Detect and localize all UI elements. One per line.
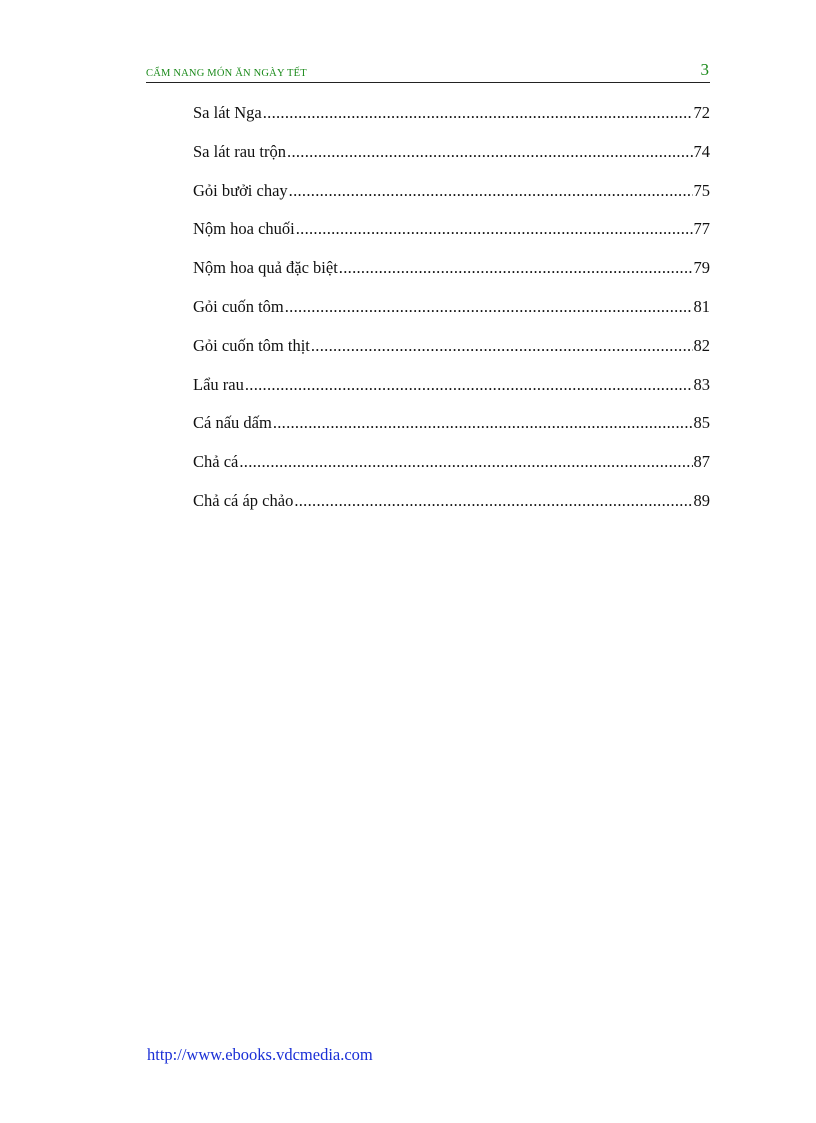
toc-entry-page: 85: [693, 413, 710, 433]
dot-leader: [239, 452, 692, 472]
toc-entry[interactable]: [193, 452, 710, 491]
toc-entry-page: 79: [693, 258, 710, 278]
toc-entry-page: 87: [693, 452, 710, 472]
toc-entry-title: Chả cá áp chảo: [193, 490, 294, 510]
dot-leader: [289, 181, 693, 201]
toc-entry[interactable]: [193, 297, 710, 336]
toc-entry-title: Cá nấu dấm: [193, 413, 272, 433]
dot-leader: [311, 336, 693, 356]
dot-leader: [285, 297, 693, 317]
toc-entry[interactable]: [193, 258, 710, 297]
dot-leader: [296, 219, 693, 239]
toc-entry-title: Gỏi cuốn tôm: [193, 296, 284, 316]
toc-entry[interactable]: [193, 413, 710, 452]
toc-entry-title: Nộm hoa chuối: [193, 219, 295, 239]
toc-entry[interactable]: [193, 142, 710, 181]
dot-leader: [294, 491, 692, 511]
table-of-contents: [193, 103, 710, 530]
toc-entry[interactable]: [193, 336, 710, 375]
dot-leader: [287, 142, 692, 162]
toc-entry[interactable]: [193, 491, 710, 530]
toc-entry-title: Sa lát rau trộn: [193, 141, 287, 161]
toc-entry-page: 75: [693, 180, 710, 200]
dot-leader: [273, 413, 693, 433]
toc-entry-page: 72: [693, 103, 710, 122]
toc-entry-page: 89: [693, 490, 710, 510]
page-number: 3: [700, 60, 709, 79]
toc-entry-title: Gỏi cuốn tôm thịt: [193, 335, 310, 355]
toc-entry-title: Lẩu rau: [193, 374, 244, 394]
toc-entry[interactable]: [193, 103, 710, 142]
toc-entry-page: 82: [693, 335, 710, 355]
toc-entry[interactable]: [193, 181, 710, 220]
toc-entry-page: 74: [693, 141, 710, 161]
toc-entry[interactable]: [193, 219, 710, 258]
toc-entry-page: 77: [693, 219, 710, 239]
toc-entry-page: 83: [693, 374, 710, 394]
toc-entry-title: Sa lát Nga: [193, 103, 262, 122]
dot-leader: [339, 258, 693, 278]
toc-entry[interactable]: [193, 375, 710, 414]
website-link[interactable]: http://www.ebooks.vdcmedia.com: [147, 1045, 373, 1064]
toc-entry-page: 81: [693, 296, 710, 316]
toc-entry-title: Gỏi bưởi chay: [193, 180, 288, 200]
page-header: [146, 60, 710, 83]
toc-entry-title: Nộm hoa quả đặc biệt: [193, 258, 338, 278]
toc-entry-title: Chả cá: [193, 452, 239, 472]
book-title: CẨM NANG MÓN ĂN NGÀY TẾT: [146, 68, 307, 79]
dot-leader: [245, 375, 693, 395]
dot-leader: [263, 103, 693, 123]
